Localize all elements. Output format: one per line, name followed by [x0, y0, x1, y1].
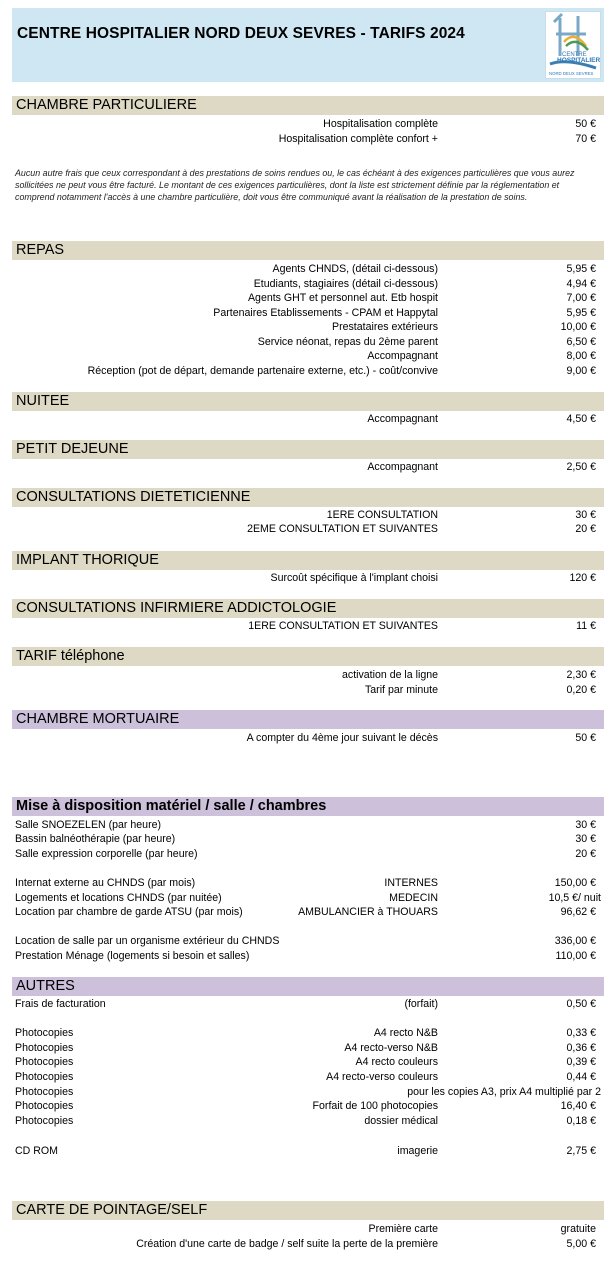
row-left: Photocopies — [15, 1027, 74, 1039]
row-left: Prestation Ménage (logements si besoin et salles) — [15, 950, 250, 962]
legal-note: Aucun autre frais que ceux correspondant à des prestations de soins rendues ou, le cas échéant à des exigences particulières que vous aurez sollicitées ne peut vous être facturé. Le montant de ces exigences particulières, dont la liste est strictement définie par la réglementation et comprend notamment l'accès à une chambre particulière, doit vous être communiqué avant la réalisation de la prestation de soins. — [15, 168, 575, 203]
section-title: CHAMBRE MORTUAIRE — [16, 711, 180, 727]
row-mid: A4 recto-verso couleurs — [326, 1071, 438, 1083]
row-value: 9,00 € — [566, 365, 596, 377]
row-label: Accompagnant — [367, 413, 438, 425]
row-label: activation de la ligne — [342, 669, 438, 681]
table-row — [12, 997, 604, 1011]
section-title: NUITEE — [16, 393, 70, 409]
row-value: 50 € — [575, 732, 596, 744]
row-value: 0,20 € — [566, 684, 596, 696]
row-left: Photocopies — [15, 1100, 74, 1112]
row-left: Internat externe au CHNDS (par mois) — [15, 877, 196, 889]
row-left: Salle SNOEZELEN (par heure) — [15, 819, 162, 831]
page-title: CENTRE HOSPITALIER NORD DEUX SEVRES - TARIFS 2024 — [17, 25, 465, 42]
row-mid: A4 recto couleurs — [355, 1056, 438, 1068]
row-value: 6,50 € — [566, 336, 596, 348]
section-autres — [12, 977, 604, 996]
section-nuitee — [12, 392, 604, 411]
row-value: 4,50 € — [566, 413, 596, 425]
table-row — [12, 668, 604, 682]
table-row — [12, 1026, 604, 1040]
section-title: Mise à disposition matériel / salle / chambres — [16, 798, 327, 814]
table-row — [12, 508, 604, 522]
row-value: 30 € — [575, 819, 596, 831]
section-title: IMPLANT THORIQUE — [16, 552, 159, 568]
row-value: 0,18 € — [566, 1115, 596, 1127]
row-label: Accompagnant — [367, 461, 438, 473]
row-left: Location de salle par un organisme extérieur du CHNDS — [15, 935, 280, 947]
row-value: 16,40 € — [560, 1100, 596, 1112]
row-value: 120 € — [569, 572, 596, 584]
row-value: 10,5 €/ nuit — [548, 892, 601, 904]
row-value: 4,94 € — [566, 278, 596, 290]
row-value: 0,44 € — [566, 1071, 596, 1083]
row-label: Accompagnant — [367, 350, 438, 362]
row-label: 1ERE CONSULTATION — [326, 509, 438, 521]
row-value: 96,62 € — [560, 906, 596, 918]
table-row — [12, 291, 604, 305]
row-mid: INTERNES — [384, 877, 438, 889]
page-header — [12, 8, 604, 82]
section-dieteticienne — [12, 488, 604, 507]
table-row — [12, 306, 604, 320]
table-row — [12, 1085, 604, 1099]
row-label: Agents GHT et personnel aut. Etb hospit — [247, 292, 438, 304]
table-row — [12, 277, 604, 291]
row-label: Agents CHNDS, (détail ci-dessous) — [272, 263, 438, 275]
row-mid: dossier médical — [364, 1115, 438, 1127]
table-row — [12, 1114, 604, 1128]
section-implant — [12, 551, 604, 570]
row-value: 0,39 € — [566, 1056, 596, 1068]
row-label: Création d'une carte de badge / self suite la perte de la première — [136, 1238, 438, 1250]
row-mid: (forfait) — [404, 998, 438, 1010]
row-left: Location par chambre de garde ATSU (par mois) — [15, 906, 243, 918]
row-value: 70 € — [575, 133, 596, 145]
table-row — [12, 876, 604, 890]
logo-line1: CENTRE — [562, 52, 587, 58]
table-row — [12, 832, 604, 846]
row-left: Salle expression corporelle (par heure) — [15, 848, 198, 860]
section-chambre-particuliere — [12, 96, 604, 115]
row-label: Hospitalisation complète — [323, 118, 438, 130]
row-value: 110,00 € — [555, 950, 596, 962]
table-row — [12, 934, 604, 948]
table-row — [12, 262, 604, 276]
row-left: Photocopies — [15, 1042, 74, 1054]
table-row — [12, 117, 604, 131]
row-value: 0,50 € — [566, 998, 596, 1010]
row-value: 150,00 € — [554, 877, 596, 889]
row-value: 20 € — [575, 523, 596, 535]
row-value: 7,00 € — [566, 292, 596, 304]
row-value: 5,95 € — [566, 263, 596, 275]
table-row — [12, 571, 604, 585]
table-row — [12, 1099, 604, 1113]
row-value: 336,00 € — [554, 935, 596, 947]
table-row — [12, 905, 604, 919]
row-mid: A4 recto N&B — [373, 1027, 438, 1039]
table-row — [12, 349, 604, 363]
section-title: PETIT DEJEUNE — [16, 441, 129, 457]
row-value: gratuite — [560, 1223, 596, 1235]
row-value: 2,50 € — [566, 461, 596, 473]
section-mortuaire — [12, 710, 604, 729]
section-title: CONSULTATIONS INFIRMIERE ADDICTOLOGIE — [16, 600, 337, 616]
row-left: Bassin balnéothérapie (par heure) — [15, 833, 176, 845]
row-value: 30 € — [575, 833, 596, 845]
table-row — [12, 619, 604, 633]
logo-line2: HOSPITALIER — [557, 57, 600, 64]
row-mid: pour les copies A3, prix A4 multiplié par 2 — [407, 1086, 601, 1098]
section-title: CONSULTATIONS DIETETICIENNE — [16, 489, 251, 505]
table-row — [12, 1070, 604, 1084]
row-left: Frais de facturation — [15, 998, 106, 1010]
row-left: CD ROM — [15, 1145, 58, 1157]
section-repas — [12, 241, 604, 260]
table-row — [12, 1222, 604, 1236]
row-label: Service néonat, repas du 2ème parent — [257, 336, 438, 348]
row-label: 1ERE CONSULTATION ET SUIVANTES — [248, 620, 438, 632]
table-row — [12, 1237, 604, 1251]
row-label: Première carte — [368, 1223, 438, 1235]
table-row — [12, 683, 604, 697]
section-title: AUTRES — [16, 978, 75, 994]
section-addictologie — [12, 599, 604, 618]
row-label: Prestataires extérieurs — [332, 321, 438, 333]
table-row — [12, 335, 604, 349]
row-value: 0,36 € — [566, 1042, 596, 1054]
row-mid: Forfait de 100 photocopies — [312, 1100, 438, 1112]
row-label: Tarif par minute — [364, 684, 438, 696]
section-title: TARIF téléphone — [16, 648, 125, 664]
row-value: 5,00 € — [566, 1238, 596, 1250]
row-mid: A4 recto-verso N&B — [344, 1042, 438, 1054]
row-left: Photocopies — [15, 1115, 74, 1127]
table-row — [12, 949, 604, 963]
logo-line3: NORD DEUX SEVRES — [549, 71, 594, 76]
table-row — [12, 412, 604, 426]
row-value: 11 € — [576, 620, 596, 632]
table-row — [12, 364, 604, 378]
row-value: 20 € — [575, 848, 596, 860]
row-label: A compter du 4ème jour suivant le décès — [246, 732, 438, 744]
row-value: 0,33 € — [566, 1027, 596, 1039]
table-row — [12, 731, 604, 745]
section-title: CHAMBRE PARTICULIERE — [16, 97, 197, 113]
row-label: Réception (pot de départ, demande partenaire externe, etc.) - coût/convive — [87, 365, 438, 377]
row-value: 8,00 € — [566, 350, 596, 362]
row-left: Logements et locations CHNDS (par nuitée) — [15, 892, 222, 904]
row-value: 30 € — [575, 509, 596, 521]
table-row — [12, 891, 604, 905]
section-telephone — [12, 647, 604, 666]
table-row — [12, 1041, 604, 1055]
row-left: Photocopies — [15, 1086, 74, 1098]
row-mid: AMBULANCIER à THOUARS — [298, 906, 438, 918]
section-petit-dejeune — [12, 440, 604, 459]
section-title: REPAS — [16, 242, 65, 258]
table-row — [12, 132, 604, 146]
table-row — [12, 522, 604, 536]
table-row — [12, 320, 604, 334]
table-row — [12, 847, 604, 861]
row-label: Etudiants, stagiaires (détail ci-dessous) — [253, 278, 438, 290]
row-label: Hospitalisation complète confort + — [278, 133, 438, 145]
row-mid: imagerie — [397, 1145, 438, 1157]
row-value: 5,95 € — [566, 307, 596, 319]
row-mid: MEDECIN — [389, 892, 438, 904]
table-row — [12, 1144, 604, 1158]
row-value: 50 € — [575, 118, 596, 130]
table-row — [12, 460, 604, 474]
row-label: Surcoût spécifique à l'implant choisi — [270, 572, 438, 584]
row-left: Photocopies — [15, 1071, 74, 1083]
hospital-logo — [545, 11, 601, 79]
section-materiel — [12, 797, 604, 816]
row-value: 2,30 € — [566, 669, 596, 681]
table-row — [12, 818, 604, 832]
row-value: 2,75 € — [566, 1145, 596, 1157]
table-row — [12, 1055, 604, 1069]
section-title: CARTE DE POINTAGE/SELF — [16, 1202, 208, 1218]
row-label: Partenaires Etablissements - CPAM et Happytal — [213, 307, 438, 319]
row-value: 10,00 € — [560, 321, 596, 333]
row-left: Photocopies — [15, 1056, 74, 1068]
row-label: 2EME CONSULTATION ET SUIVANTES — [247, 523, 438, 535]
section-carte-pointage — [12, 1201, 604, 1220]
